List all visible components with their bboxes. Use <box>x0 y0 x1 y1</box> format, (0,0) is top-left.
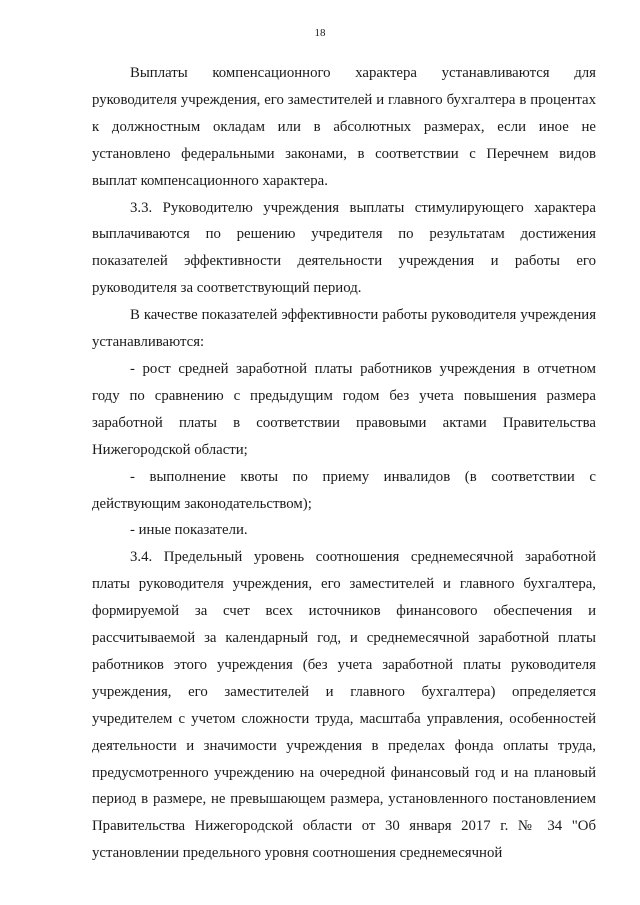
list-item-other-indicators: - иные показатели. <box>130 522 248 539</box>
paragraph-3-3-incentive-payments: 3.3. Руководителю учреждения выплаты стимулирующего характера выплачиваются по решению учредителя по результатам достижения показателей эффективности деятельности учреждения и работы его руководителя за соответствующий период. <box>92 199 596 297</box>
paragraph-compensation-payments: Выплаты компенсационного характера устанавливаются для руководителя учреждения, его заместителей и главного бухгалтера в процентах к должностным окладам или в абсолютных размерах, если иное не установлено федеральными законами, в соответствии с Перечнем видов выплат компенсационного характера. <box>92 65 596 189</box>
document-body <box>92 60 596 867</box>
list-item-salary-growth: - рост средней заработной платы работников учреждения в отчетном году по сравнению с предыдущим годом без учета повышения размера заработной платы в соответствии правовыми актами Правительства Нижегородской области; <box>92 360 596 458</box>
page-number: 18 <box>314 27 326 39</box>
list-item-disability-quota: - выполнение квоты по приему инвалидов (в соответствии с действующим законодательством); <box>92 468 596 512</box>
paragraph-performance-indicators-intro: В качестве показателей эффективности работы руководителя учреждения устанавливаются: <box>92 307 596 351</box>
paragraph-3-4-salary-ratio-limit: 3.4. Предельный уровень соотношения среднемесячной заработной платы руководителя учреждения, его заместителей и главного бухгалтера, формируемой за счет всех источников финансового обеспечения и рассчитываемой за календарный год, и среднемесячной заработной платы работников этого учреждения (без учета заработной платы руководителя учреждения, его заместителей и главного бухгалтера) определяется учредителем с учетом сложности труда, масштаба управления, особенностей деятельности и значимости учреждения в пределах фонда оплаты труда, предусмотренного учреждению на очередной финансовый год и на плановый период в размере, не превышающем размера, установленного постановлением Правительства Нижегородской области от 30 января 2017 г. № 34 "Об установлении предельного уровня соотношения среднемесячной <box>92 549 596 862</box>
